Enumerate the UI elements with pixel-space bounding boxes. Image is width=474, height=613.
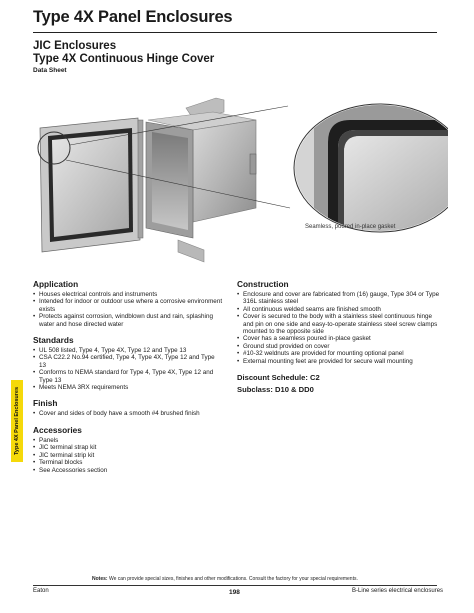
discount-schedule: Discount Schedule: C2 xyxy=(237,373,320,383)
accessories-list xyxy=(33,437,223,474)
page-number: 198 xyxy=(229,589,240,596)
notes xyxy=(92,576,358,582)
list-item: • Cover is secured to the body with a stainless steel continuous hinge and pin on one side and easy-to-operate stainless steel screw clamps mounted to the opposite side xyxy=(237,313,442,335)
footer-divider xyxy=(33,585,437,586)
side-tab xyxy=(11,380,23,462)
notes-label: Notes: xyxy=(92,576,108,582)
notes-text: We can provide special sizes, finishes and other modifications. Consult the factory for your special requirements. xyxy=(107,576,358,582)
list-item: • All continuous welded seams are finished smooth xyxy=(237,306,442,313)
list-item: • JIC terminal strip kit xyxy=(33,452,223,459)
left-column xyxy=(33,279,223,481)
list-item: • #10-32 weldnuts are provided for mounting optional panel xyxy=(237,350,442,357)
footer-series: B-Line series electrical enclosures xyxy=(352,588,444,594)
list-item: • Terminal blocks xyxy=(33,459,223,466)
list-item: • See Accessories section xyxy=(33,467,223,474)
list-item: • Enclosure and cover are fabricated from (16) gauge, Type 304 or Type 316L stainless steel xyxy=(237,291,442,306)
application-list xyxy=(33,291,223,328)
footer-brand: Eaton xyxy=(33,588,49,594)
standards-list xyxy=(33,347,223,391)
image-caption: Seamless, poured in-place gasket xyxy=(305,224,396,230)
list-item: • JIC terminal strap kit xyxy=(33,444,223,451)
side-tab-label: Type 4X Panel Enclosures xyxy=(14,386,20,456)
document-heading xyxy=(33,40,214,75)
right-column xyxy=(237,279,442,396)
standards-heading: Standards xyxy=(33,335,74,346)
accessories-heading: Accessories xyxy=(33,424,82,435)
finish-heading: Finish xyxy=(33,398,58,409)
enclosure-product-image xyxy=(28,90,448,280)
construction-list xyxy=(237,291,442,365)
list-item: • External mounting feet are provided for secure wall mounting xyxy=(237,358,442,365)
heading-type4x: Type 4X Continuous Hinge Cover xyxy=(33,53,215,65)
list-item: • Intended for indoor or outdoor use where a corrosive environment exists xyxy=(33,298,223,313)
list-item: • Ground stud provided on cover xyxy=(237,343,442,350)
list-item: • Cover and sides of body have a smooth #4 brushed finish xyxy=(33,410,223,417)
list-item: • Conforms to NEMA standard for Type 4, Type 4X, Type 12 and Type 13 xyxy=(33,369,223,384)
list-item: • Cover has a seamless poured in-place gasket xyxy=(237,335,442,342)
title-divider xyxy=(33,32,437,33)
list-item: • Houses electrical controls and instruments xyxy=(33,291,223,298)
list-item: • Panels xyxy=(33,437,223,444)
list-item: • UL 508 listed, Type 4, Type 4X, Type 12 and Type 13 xyxy=(33,347,223,354)
list-item: • Protects against corrosion, windblown dust and rain, splashing water and hose directed water xyxy=(33,313,223,328)
list-item: • Meets NEMA 3RX requirements xyxy=(33,384,223,391)
application-heading: Application xyxy=(33,279,79,289)
heading-datasheet: Data Sheet xyxy=(33,67,67,74)
heading-jic: JIC Enclosures xyxy=(33,40,117,52)
list-item: • CSA C22.2 No.94 certified, Type 4, Type 4X, Type 12 and Type 13 xyxy=(33,354,223,369)
subclass: Subclass: D10 & DD0 xyxy=(237,385,314,395)
construction-heading: Construction xyxy=(237,279,289,289)
page-title: Type 4X Panel Enclosures xyxy=(33,8,233,26)
finish-list xyxy=(33,410,223,417)
